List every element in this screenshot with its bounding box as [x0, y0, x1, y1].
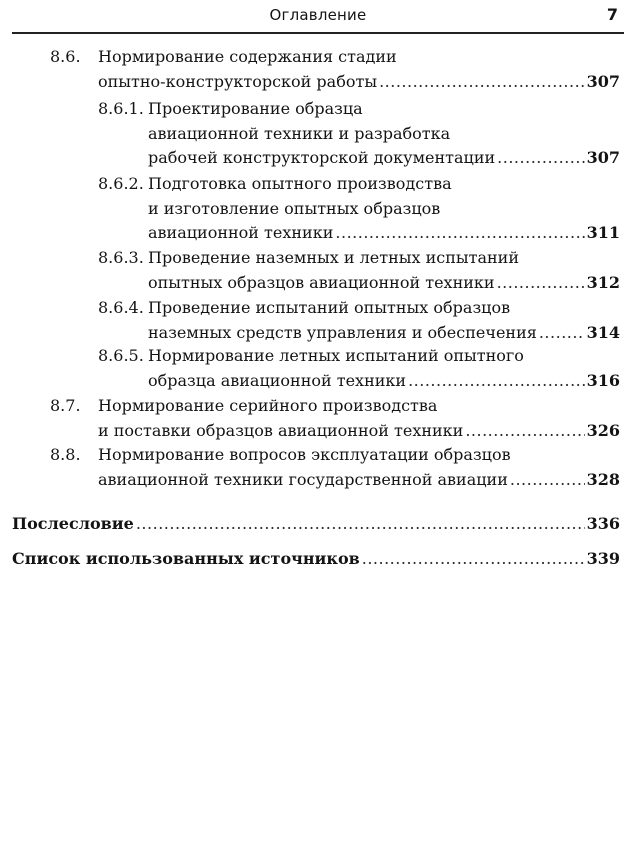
toc-page-number: 339 — [586, 549, 620, 568]
leader-dots — [408, 369, 585, 394]
leader-dots — [497, 271, 585, 296]
toc-page-number: 336 — [586, 514, 620, 533]
toc-entry-title-line: Послесловие — [12, 514, 134, 533]
toc-entry-title-line: Нормирование вопросов эксплуатации образцов — [98, 445, 511, 464]
toc-entry-title-line: Список использованных источников — [12, 549, 360, 568]
toc-entry-title-line: Нормирование серийного производства — [98, 396, 438, 415]
toc-page-number: 312 — [586, 272, 620, 292]
toc-page-number: 326 — [586, 420, 620, 440]
toc-entry-number: 8.6.2. — [98, 174, 144, 193]
toc-entry-title-line: Нормирование летных испытаний опытного — [148, 346, 524, 365]
toc-entry-title-line: авиационной техники и разработка — [148, 123, 451, 143]
toc-entry-title-line: авиационной техники — [148, 223, 334, 242]
toc-entry-title-line: Проектирование образца — [148, 99, 363, 118]
toc-entry-title-line: и изготовление опытных образцов — [148, 198, 441, 218]
toc-entry-8-8[interactable] — [50, 443, 620, 493]
toc-page-number: 314 — [586, 322, 620, 342]
toc-page-number: 307 — [586, 148, 620, 167]
toc-entry-title-line: Нормирование содержания стадии — [98, 47, 397, 66]
toc-entry-title-line: Проведение испытаний опытных образцов — [148, 298, 511, 317]
leader-dots — [539, 321, 585, 346]
header-page-number: 7 — [606, 5, 618, 24]
toc-entry-8-6-2[interactable] — [98, 172, 620, 246]
toc-entry-8-7[interactable] — [50, 394, 620, 444]
toc-entry-title-line: и поставки образцов авиационной техники — [98, 420, 464, 440]
toc-page-number: 311 — [586, 223, 620, 242]
toc-entry-title-line: опытно-конструкторской работы — [98, 71, 378, 91]
leader-dots — [379, 70, 585, 95]
toc-entry-title-line: рабочей конструкторской документации — [148, 148, 496, 167]
leader-dots — [497, 146, 584, 171]
toc-entry-8-6-1[interactable] — [98, 97, 620, 171]
toc-entry-number: 8.8. — [50, 445, 81, 464]
leader-dots — [335, 221, 584, 246]
leader-dots — [465, 419, 584, 444]
toc-entry-references[interactable] — [12, 547, 620, 573]
toc-entry-title-line: Подготовка опытного производства — [148, 174, 452, 193]
toc-page-number: 307 — [586, 71, 620, 91]
toc-entry-8-6[interactable] — [50, 45, 620, 95]
running-header — [12, 0, 624, 34]
leader-dots — [362, 547, 585, 572]
toc-entry-number: 8.7. — [50, 396, 81, 415]
header-title: Оглавление — [269, 6, 367, 24]
toc-page-number: 328 — [586, 469, 620, 489]
toc-page-number: 316 — [586, 370, 620, 390]
toc-entry-title-line: наземных средств управления и обеспечения — [148, 322, 537, 342]
toc-entry-title-line: авиационной техники государственной авиации — [98, 469, 508, 489]
toc-entry-number: 8.6. — [50, 47, 81, 66]
toc-entry-number: 8.6.5. — [98, 346, 144, 365]
toc-entry-8-6-3[interactable] — [98, 246, 620, 296]
toc-entry-number: 8.6.3. — [98, 248, 144, 267]
toc-entry-afterword[interactable] — [12, 512, 620, 538]
toc-entry-8-6-5[interactable] — [98, 344, 620, 394]
leader-dots — [510, 468, 585, 493]
toc-entry-number: 8.6.4. — [98, 298, 144, 317]
toc-entry-title-line: Проведение наземных и летных испытаний — [148, 248, 520, 267]
leader-dots — [136, 512, 585, 537]
toc-entry-number: 8.6.1. — [98, 99, 144, 118]
toc-entry-8-6-4[interactable] — [98, 296, 620, 346]
toc-entry-title-line: опытных образцов авиационной техники — [148, 272, 495, 292]
toc-entry-title-line: образца авиационной техники — [148, 370, 407, 390]
